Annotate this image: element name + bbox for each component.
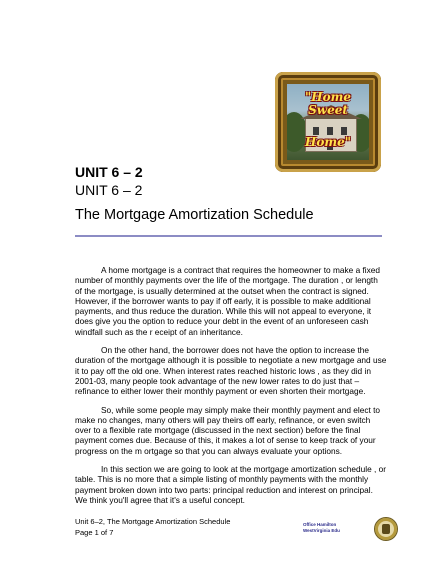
title-divider [75, 235, 382, 237]
picture-scene [287, 84, 369, 160]
footer-title: Unit 6–2, The Mortgage Amortization Schedule [75, 517, 231, 526]
paragraph-3: So, while some people may simply make their monthly payment and elect to make no changes, many others will pay theirs off early, refinance, or even switch over to a flexible rate mortgage (discussed in the next section) before the final payment comes due. Because of this, it makes a lot of sense to keep track of your progress on the m ortgage so that you can always evaluate your options. [75, 404, 380, 456]
page-title: The Mortgage Amortization Schedule [75, 207, 314, 223]
paragraph-1: A home mortgage is a contract that requires the homeowner to make a fixed number of monthly payments over the life of the mortgage. The duration , or length of the mortgage, is usually determined at the outset when the contract is signed. However, if the borrower wants to pay if off early, it is possible to make additional payments, and thus reduce the duration. While this will not appeal to everyone, it does give you the option to reduce your debt in the event of an unforeseen cash windfall such as the r eceipt of an inheritance. [75, 265, 381, 337]
publisher-logo-text: Office Hamilton WestVirginia Edu [303, 522, 340, 533]
picture-caption-line1: "Home Sweet [305, 90, 351, 117]
picture-caption-line2: Home" [305, 135, 351, 149]
home-sweet-home-picture [275, 72, 381, 172]
page-footer [75, 516, 230, 538]
unit-heading-bold: UNIT 6 – 2 [75, 164, 143, 180]
paragraph-4: In this section we are going to look at the mortgage amortization schedule , or table. This is no more that a simple listing of monthly payments with the monthly payment broken down into two parts: principal reduction and interest on principal. We think you'll agree that it's a useful concept. [75, 464, 387, 505]
unit-heading: UNIT 6 – 2 [75, 182, 143, 198]
body-text [75, 265, 387, 513]
paragraph-2: On the other hand, the borrower does not have the option to increase the duration of the mortgage although it is possible to negotiate a new mortgage and use it to pay off the old one. When interest rates reached historic lows , as they did in 2001-03, many people took advantage of the new lower rates to do just that – refinance to either lower their monthly payment or even shorten their mortgage. [75, 345, 387, 397]
seal-icon [374, 517, 398, 541]
page-number: Page 1 of 7 [75, 528, 114, 537]
